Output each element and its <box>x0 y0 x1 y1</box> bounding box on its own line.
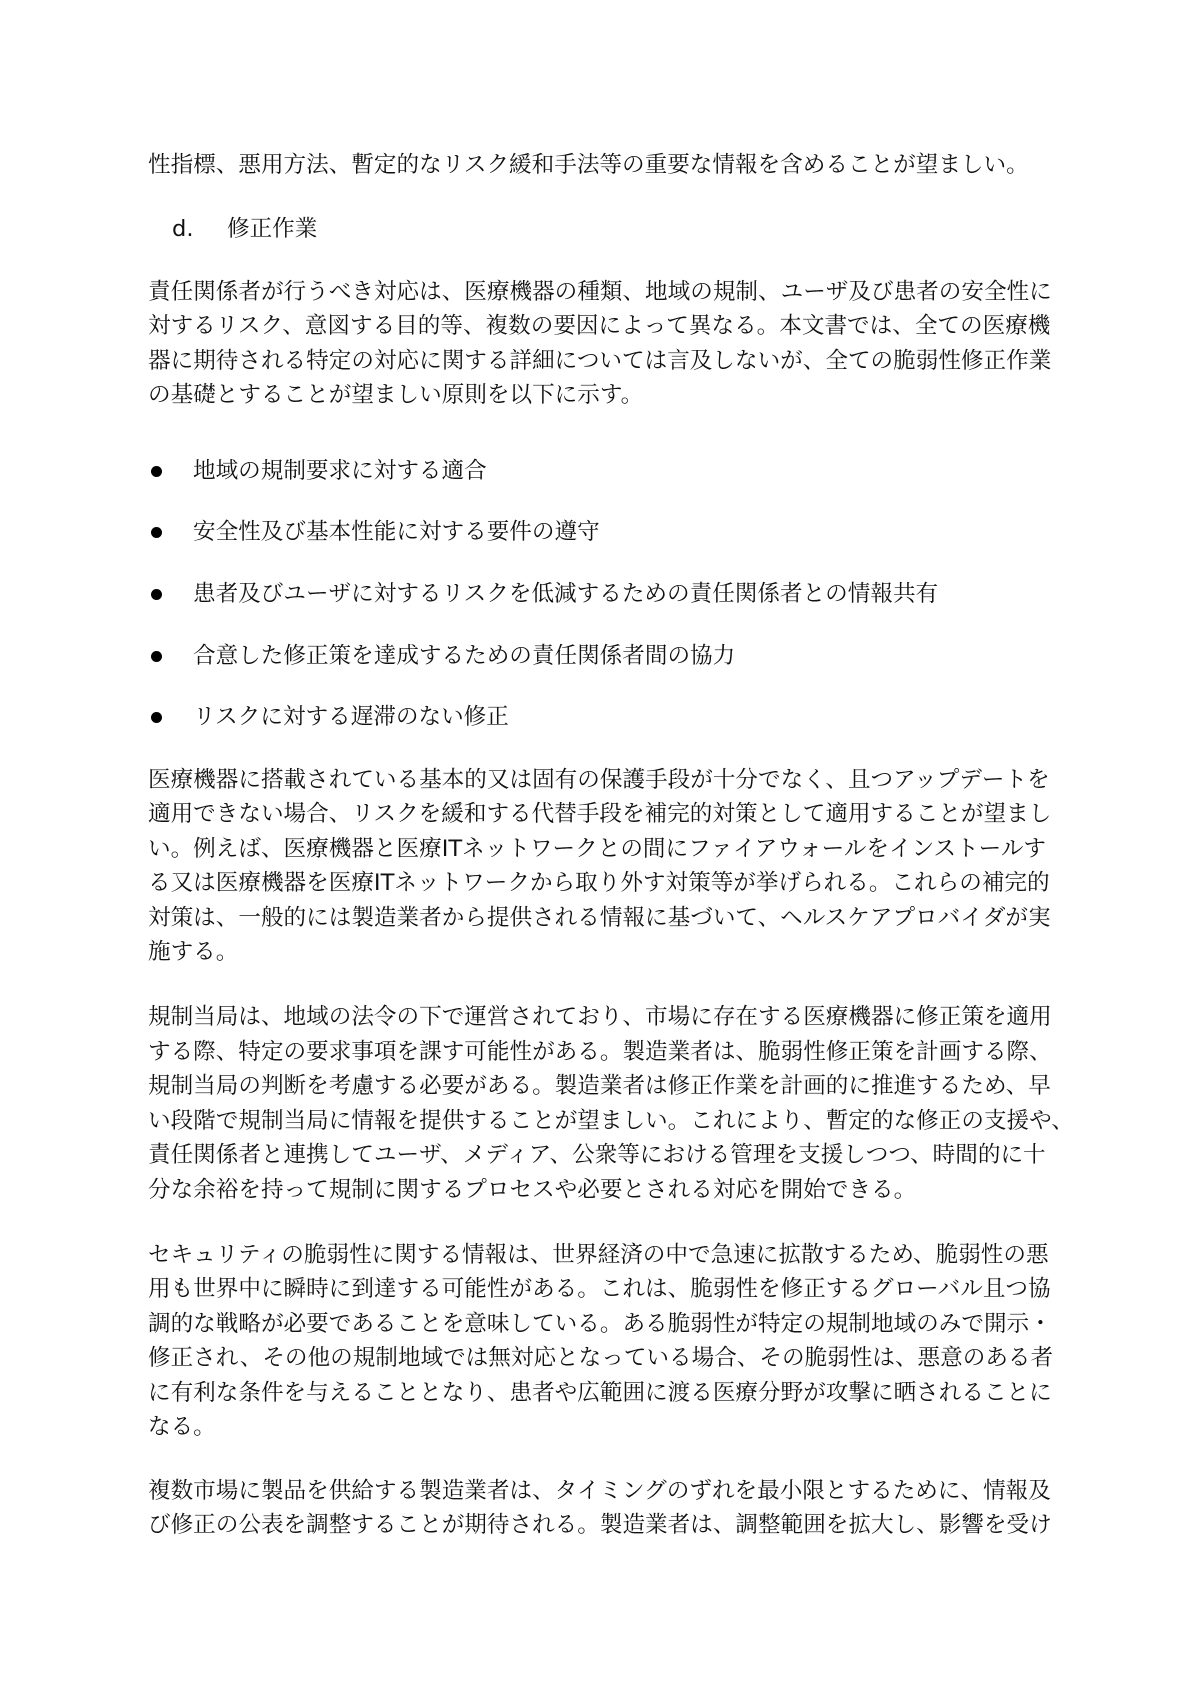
text-line: い段階で規制当局に情報を提供することが望ましい。これにより、暫定的な修正の支援や、 <box>148 1108 1074 1134</box>
bullet-icon <box>151 466 162 477</box>
text-line: 規制当局は、地域の法令の下で運営されており、市場に存在する医療機器に修正策を適用 <box>148 1004 1052 1030</box>
text-line: の基礎とすることが望ましい原則を以下に示す。 <box>148 382 644 408</box>
text-line: び修正の公表を調整することが期待される。製造業者は、調整範囲を拡大し、影響を受け <box>148 1512 1052 1538</box>
text-line: い。例えば、医療機器と医療ITネットワークとの間にファイアウォールをインストールす <box>148 836 1047 862</box>
text-line: 責任関係者と連携してユーザ、メディア、公衆等における管理を支援しつつ、時間的に十 <box>148 1142 1046 1168</box>
list-item: リスクに対する遅滞のない修正 <box>193 704 509 730</box>
text-line: 責任関係者が行うべき対応は、医療機器の種類、地域の規制、ユーザ及び患者の安全性に <box>148 279 1052 305</box>
bullet-icon <box>151 651 162 662</box>
text-line: する際、特定の要求事項を課す可能性がある。製造業者は、脆弱性修正策を計画する際、 <box>148 1039 1052 1065</box>
text-line: 用も世界中に瞬時に到達する可能性がある。これは、脆弱性を修正するグローバル且つ協 <box>148 1276 1051 1302</box>
text-line: なる。 <box>148 1414 216 1440</box>
text-line: 医療機器に搭載されている基本的又は固有の保護手段が十分でなく、且つアップデートを <box>148 767 1050 793</box>
section-marker: d. <box>172 216 194 242</box>
text-line: 調的な戦略が必要であることを意味している。ある脆弱性が特定の規制地域のみで開示・ <box>148 1311 1052 1337</box>
text-line: 施する。 <box>148 939 239 965</box>
text-line: に有利な条件を与えることとなり、患者や広範囲に渡る医療分野が攻撃に晒されることに <box>148 1380 1052 1406</box>
text-line: 修正され、その他の規制地域では無対応となっている場合、その脆弱性は、悪意のある者 <box>148 1345 1054 1371</box>
text-line: 複数市場に製品を供給する製造業者は、タイミングのずれを最小限とするために、情報及 <box>148 1478 1051 1504</box>
text-line: 対するリスク、意図する目的等、複数の要因によって異なる。本文書では、全ての医療機 <box>148 313 1051 339</box>
text-line: セキュリティの脆弱性に関する情報は、世界経済の中で急速に拡散するため、脆弱性の悪 <box>148 1242 1049 1268</box>
section-title: 修正作業 <box>227 216 318 242</box>
text-line: 規制当局の判断を考慮する必要がある。製造業者は修正作業を計画的に推進するため、早 <box>148 1073 1051 1099</box>
list-item: 安全性及び基本性能に対する要件の遵守 <box>193 519 600 545</box>
text-line: 分な余裕を持って規制に関するプロセスや必要とされる対応を開始できる。 <box>148 1177 917 1203</box>
text-line: 適用できない場合、リスクを緩和する代替手段を補完的対策として適用することが望まし <box>148 801 1052 827</box>
bullet-icon <box>151 527 162 538</box>
text-line: 対策は、一般的には製造業者から提供される情報に基づいて、ヘルスケアプロバイダが実 <box>148 905 1051 931</box>
list-item: 合意した修正策を達成するための責任関係者間の協力 <box>193 643 736 669</box>
bullet-icon <box>151 712 162 723</box>
bullet-icon <box>151 589 162 600</box>
intro-line: 性指標、悪用方法、暫定的なリスク緩和手法等の重要な情報を含めることが望ましい。 <box>148 152 1029 178</box>
list-item: 患者及びユーザに対するリスクを低減するための責任関係者との情報共有 <box>193 581 939 607</box>
text-line: 器に期待される特定の対応に関する詳細については言及しないが、全ての脆弱性修正作業 <box>148 348 1052 374</box>
list-item: 地域の規制要求に対する適合 <box>193 458 487 484</box>
text-line: る又は医療機器を医療ITネットワークから取り外す対策等が挙げられる。これらの補完的 <box>148 870 1050 896</box>
